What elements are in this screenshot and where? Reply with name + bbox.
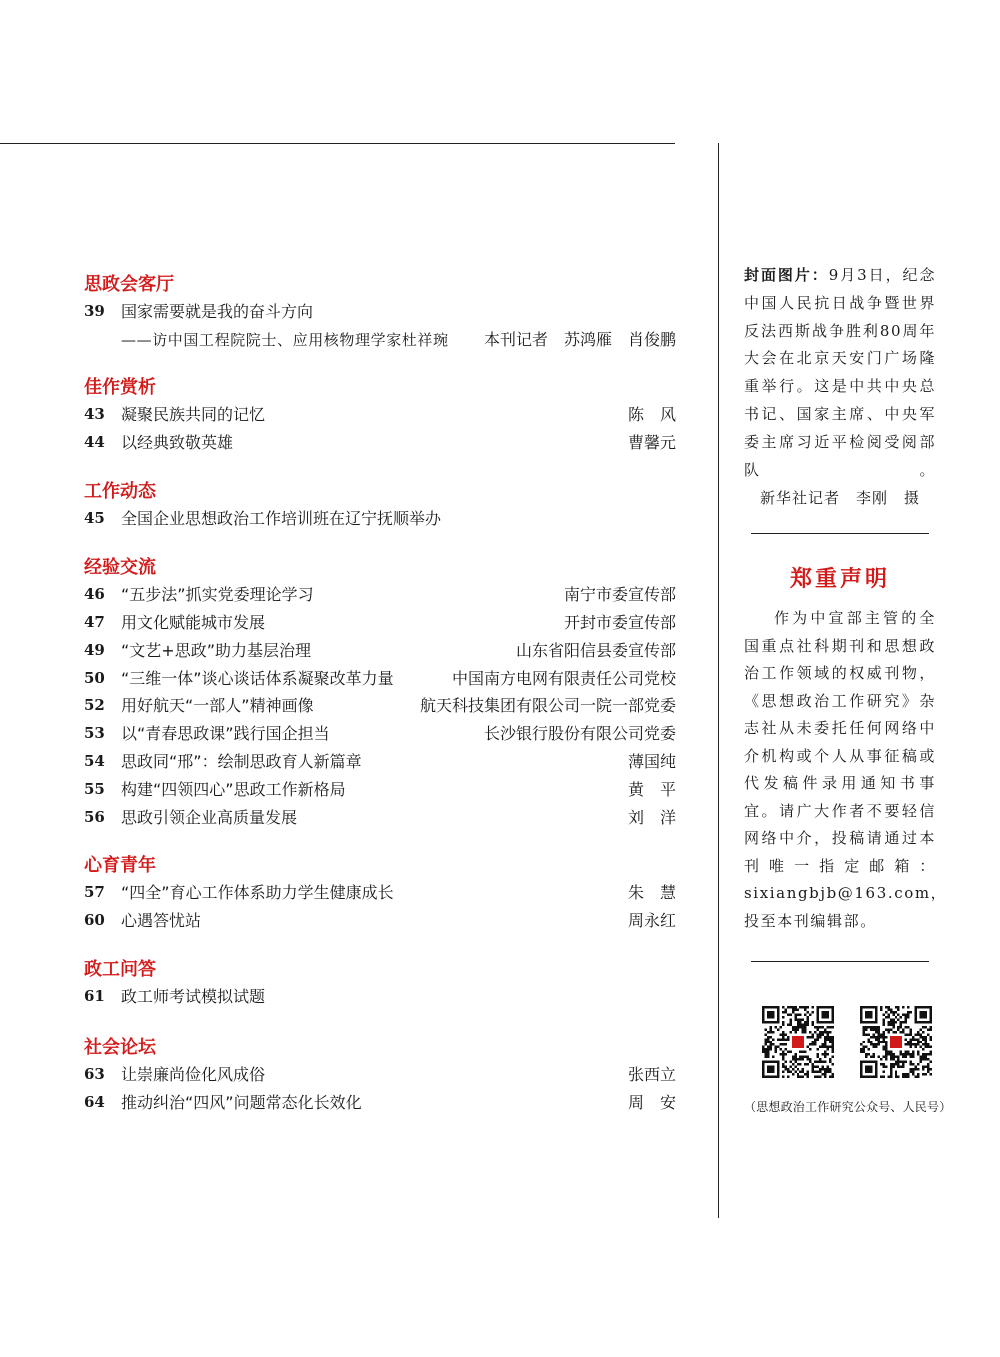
page-number: 39 (84, 302, 105, 320)
toc-entry[interactable] (84, 720, 676, 748)
sidebar (744, 262, 952, 1115)
page-number: 45 (84, 509, 105, 528)
page-number: 60 (84, 911, 105, 930)
article-author: 薄国纯 (627, 751, 676, 771)
toc-entry[interactable] (84, 581, 676, 609)
section-title: 经验交流 (84, 557, 156, 579)
qr-code-row (744, 1006, 936, 1078)
article-title: 推动纠治“四风”问题常态化长效化 (121, 1092, 362, 1112)
toc-entry[interactable] (84, 804, 676, 832)
toc-entry[interactable] (84, 665, 676, 693)
article-author: 中国南方电网有限责任公司党校 (451, 668, 676, 688)
article-author: 开封市委宣传部 (563, 612, 676, 632)
article-author: 山东省阳信县委宣传部 (515, 640, 676, 660)
toc-section (84, 957, 676, 1011)
article-author: 朱 慧 (627, 883, 676, 903)
page-number: 63 (84, 1064, 105, 1083)
page-number: 53 (84, 724, 105, 743)
toc-section (84, 1035, 676, 1117)
notice-title: 郑重声明 (789, 566, 890, 593)
article-title: 思政引领企业高质量发展 (121, 807, 298, 827)
article-author: 曹馨元 (627, 432, 676, 452)
toc-entry[interactable] (84, 983, 676, 1011)
qr-code-official-account-icon[interactable] (762, 1006, 834, 1078)
toc-entry[interactable] (84, 1061, 676, 1089)
sidebar-divider (751, 961, 929, 962)
toc-entry[interactable] (84, 609, 676, 637)
top-divider (0, 143, 675, 144)
article-author: 长沙银行股份有限公司党委 (483, 724, 676, 744)
toc-section (84, 555, 676, 831)
article-author: 陈 风 (627, 404, 676, 424)
article-author: 刘 洋 (627, 807, 676, 827)
article-title: 思政同“邢”：绘制思政育人新篇章 (121, 751, 362, 771)
toc-section (84, 853, 676, 935)
article-subtitle: ——访中国工程院院士、应用核物理学家杜祥琬 (121, 330, 449, 349)
article-title: 国家需要就是我的奋斗方向 (121, 302, 314, 321)
article-title: 以“青春思政课”践行国企担当 (121, 724, 330, 744)
page-number: 47 (84, 612, 105, 631)
column-divider (718, 143, 719, 1218)
toc-entry[interactable] (84, 401, 676, 429)
toc-entry[interactable] (84, 637, 676, 665)
photo-credit: 新华社记者 李刚 摄 (759, 489, 920, 508)
notice-text: 作为中宣部主管的全国重点社科期刊和思想政治工作领域的权威刊物，《思想政治工作研究》杂志社从未委托任何网络中介机构或个人从事征稿或代发稿件录用通知书事宜。请广大作者不要轻信网络中介，投稿请通过本刊唯一指定邮箱：sixiangbjb@163.com，投至本刊编辑部。 (744, 609, 948, 930)
section-title: 社会论坛 (84, 1036, 156, 1058)
sidebar-divider (751, 533, 929, 534)
table-of-contents (84, 272, 676, 1116)
article-subtitle-row (84, 326, 676, 354)
toc-entry[interactable] (84, 692, 676, 720)
article-title: 心遇答忧站 (121, 911, 202, 931)
toc-entry[interactable] (84, 879, 676, 907)
article-author: 张西立 (627, 1064, 676, 1084)
cover-caption-label: 封面图片： (744, 266, 829, 284)
article-title: “文艺+思政”助力基层治理 (121, 640, 311, 660)
page-number: 49 (84, 640, 105, 659)
cover-caption-text: 9月3日，纪念中国人民抗日战争暨世界反法西斯战争胜利80周年大会在北京天安门广场隆重举行。这是中共中央总书记、国家主席、中央军委主席习近平检阅受阅部队。 (744, 266, 936, 479)
section-title: 心育青年 (84, 855, 156, 877)
page-number: 50 (84, 668, 105, 687)
toc-entry[interactable] (84, 1089, 676, 1117)
article-author: 本刊记者 苏鸿雁 肖俊鹏 (483, 329, 676, 349)
article-title: 以经典致敬英雄 (121, 432, 234, 452)
article-title: 凝聚民族共同的记忆 (121, 404, 266, 424)
section-title: 政工问答 (84, 958, 156, 980)
toc-entry[interactable] (84, 298, 676, 326)
page-number: 64 (84, 1092, 105, 1111)
page-number: 43 (84, 404, 105, 423)
page-number: 57 (84, 883, 105, 902)
toc-section (84, 375, 676, 457)
article-author: 黄 平 (627, 779, 676, 799)
page-number: 54 (84, 751, 105, 770)
page-number: 52 (84, 696, 105, 715)
section-title: 工作动态 (84, 481, 156, 503)
qr-caption: （思想政治工作研究公众号、人民号） (744, 1100, 952, 1115)
page-number: 46 (84, 585, 105, 604)
toc-entry[interactable] (84, 505, 676, 533)
article-author: 南宁市委宣传部 (563, 585, 676, 605)
toc-section (84, 272, 676, 354)
article-title: 用文化赋能城市发展 (121, 612, 266, 632)
article-title: 让崇廉尚俭化风成俗 (121, 1064, 266, 1084)
page-number: 56 (84, 807, 105, 826)
toc-entry[interactable] (84, 776, 676, 804)
section-title: 思政会客厅 (84, 274, 174, 295)
article-title: 构建“四领四心”思政工作新格局 (121, 779, 346, 799)
toc-entry[interactable] (84, 429, 676, 457)
article-title: “五步法”抓实党委理论学习 (121, 585, 314, 605)
toc-entry[interactable] (84, 748, 676, 776)
toc-section (84, 479, 676, 533)
cover-caption (744, 262, 936, 484)
article-title: 政工师考试模拟试题 (121, 986, 266, 1006)
section-title: 佳作赏析 (84, 376, 156, 398)
article-title: 全国企业思想政治工作培训班在辽宁抚顺举办 (121, 509, 442, 529)
qr-code-peoples-account-icon[interactable] (860, 1006, 932, 1078)
page-number: 44 (84, 432, 105, 451)
page-number: 61 (84, 986, 105, 1005)
page-number: 55 (84, 779, 105, 798)
toc-entry[interactable] (84, 907, 676, 935)
article-author: 周永红 (627, 911, 676, 931)
article-title: “四全”育心工作体系助力学生健康成长 (121, 883, 394, 903)
article-title: “三维一体”谈心谈话体系凝聚改革力量 (121, 668, 394, 688)
article-author: 航天科技集团有限公司一院一部党委 (419, 696, 676, 716)
article-author: 周 安 (627, 1092, 676, 1112)
article-title: 用好航天“一部人”精神画像 (121, 696, 314, 716)
